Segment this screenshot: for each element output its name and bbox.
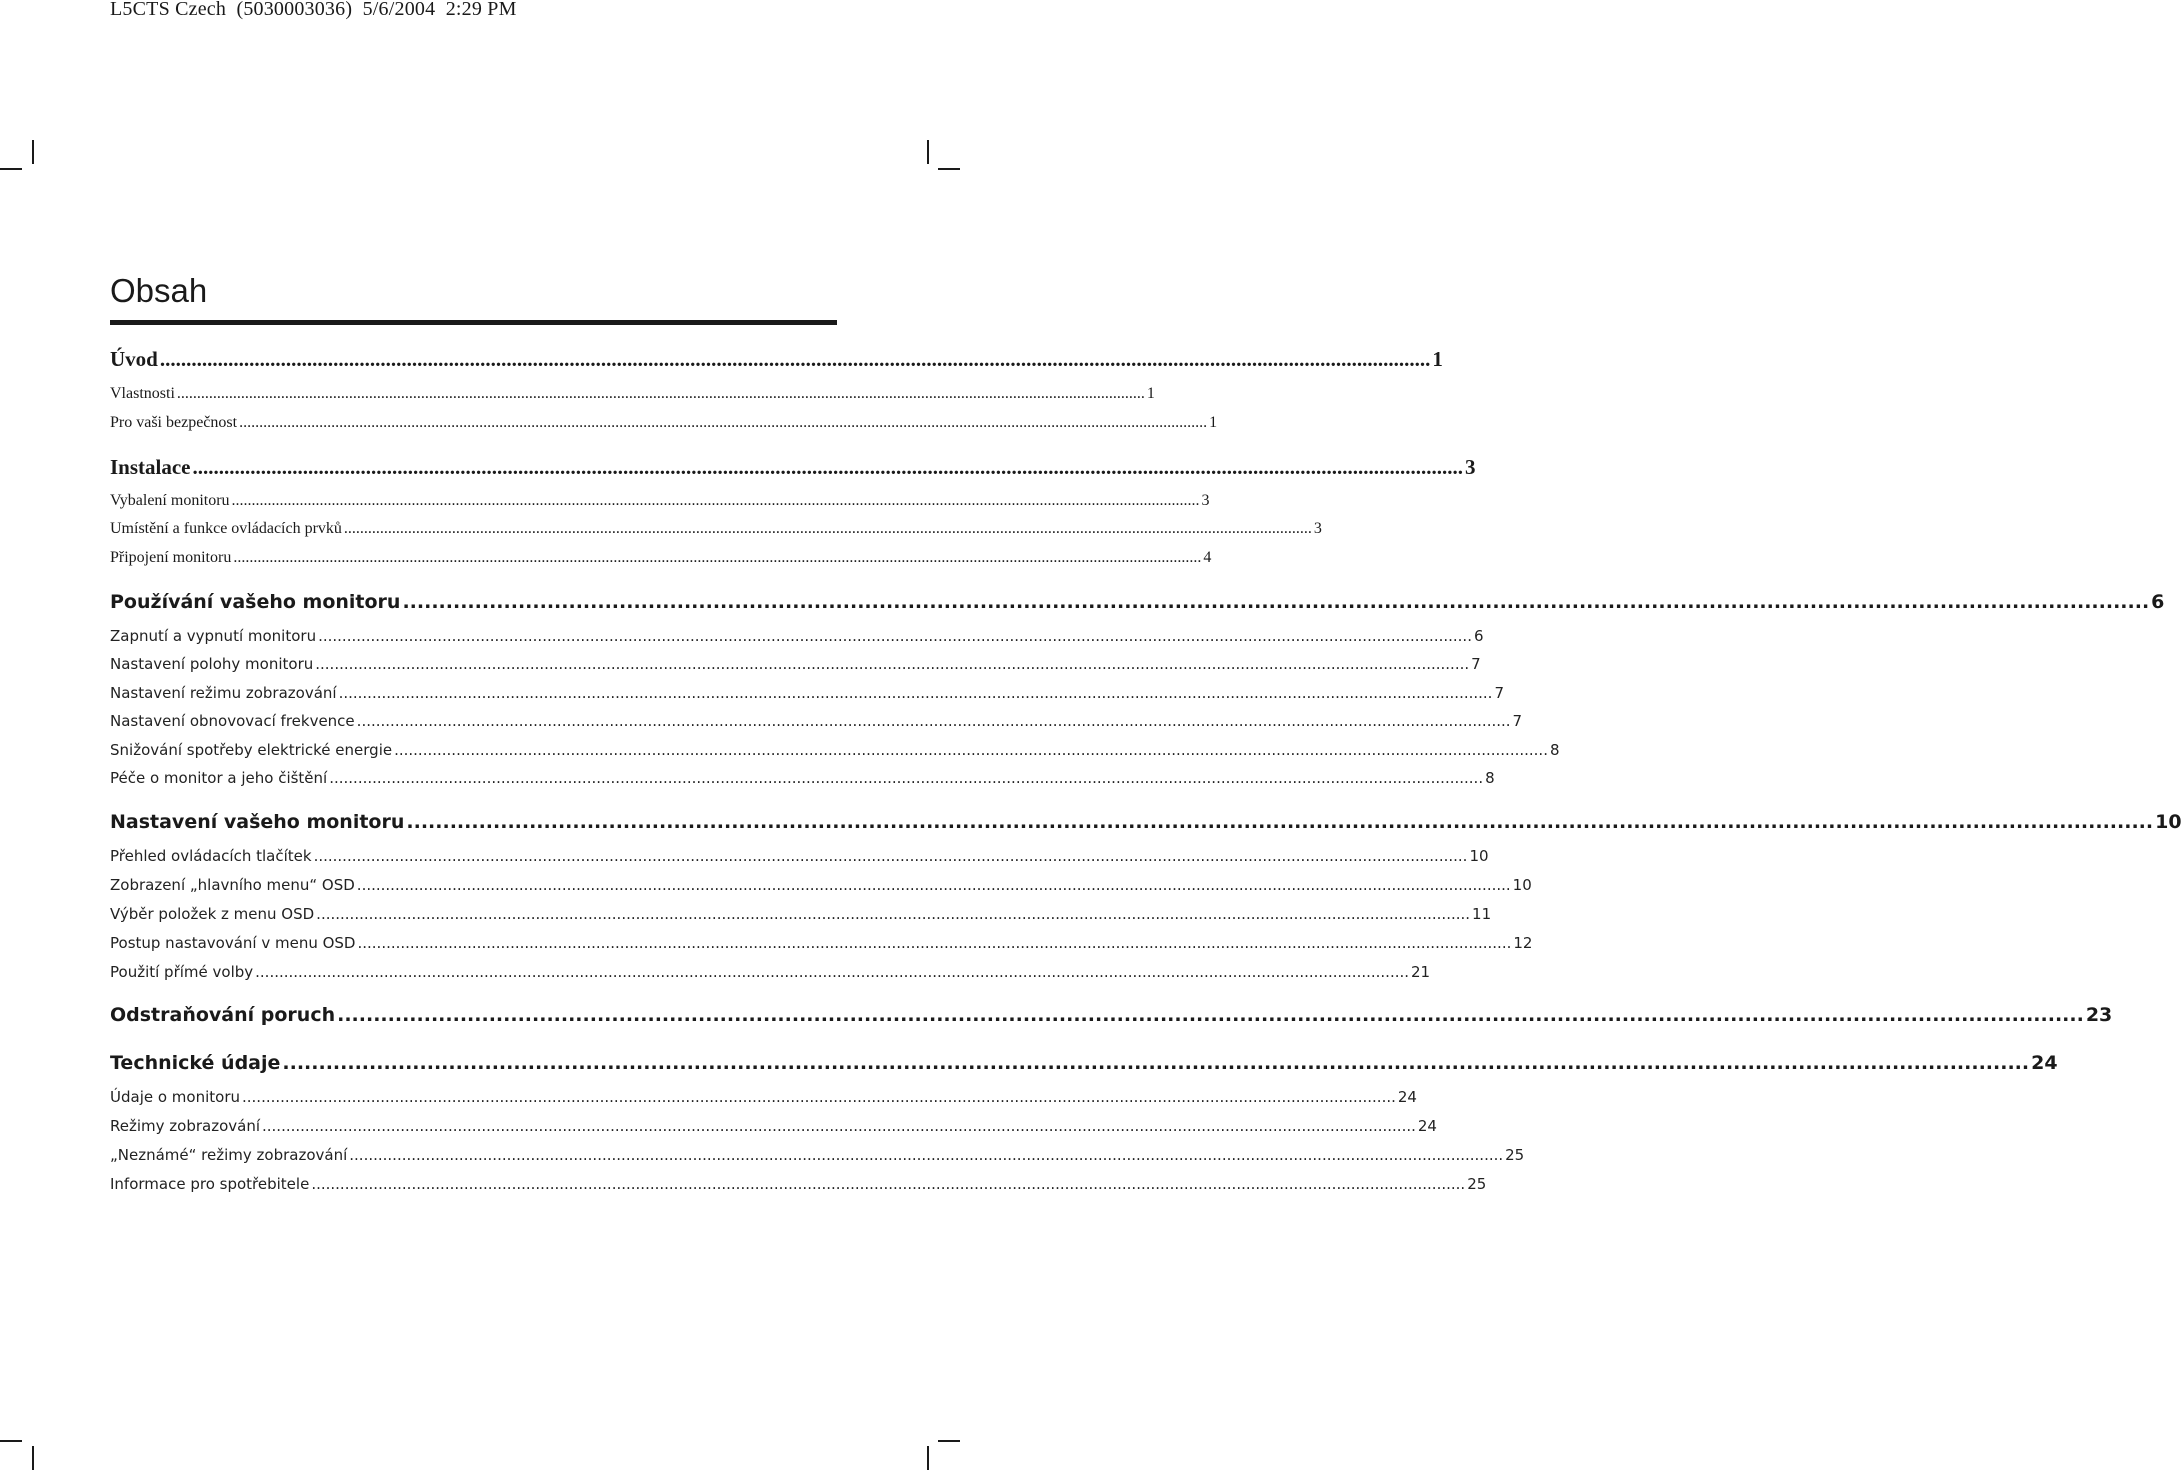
toc-entry-label: Nastavení obnovovací frekvence [110,712,355,730]
toc-entry-page-number: 21 [1411,963,1431,981]
toc-entry-label: Vybalení monitoru [110,492,230,509]
toc-dot-leader: .................................................................................................................................................................................................................................................. [315,655,1470,673]
toc-dot-leader: .................................................................................................................................................................................................................................................. [159,347,1431,371]
toc-entry-page-number: 12 [1513,934,1533,952]
toc-entry-label: Úvod [110,347,158,371]
toc-entry-label: Snižování spotřeby elektrické energie [110,741,393,759]
toc-entry-label: Zapnutí a vypnutí monitoru [110,627,317,645]
toc-entry-label: Přehled ovládacích tlačítek [110,847,312,865]
toc-section-entry[interactable] [110,769,1495,787]
toc-dot-leader: .................................................................................................................................................................................................................................................. [356,876,1511,894]
toc-section-entry[interactable] [110,1175,1487,1193]
title-rule [110,320,837,325]
toc-section-entry[interactable] [110,876,1532,894]
toc-dot-leader: .................................................................................................................................................................................................................................................. [337,1004,2084,1026]
toc-entry-page-number: 24 [1397,1088,1417,1106]
toc-dot-leader: .................................................................................................................................................................................................................................................. [329,769,1484,787]
toc-chapter-entry[interactable] [110,1004,2113,1026]
toc-dot-leader: .................................................................................................................................................................................................................................................. [262,1117,1416,1135]
toc-section-entry[interactable] [110,847,1489,865]
toc-section-entry[interactable] [110,934,1533,952]
toc-entry-page-number: 1 [1146,385,1155,402]
toc-entry-page-number: 6 [2151,591,2165,613]
toc-dot-leader: .................................................................................................................................................................................................................................................. [343,520,1312,537]
toc-entry-label: Nastavení vašeho monitoru [110,811,405,833]
toc-section-entry[interactable] [110,1146,1525,1164]
toc-dot-leader: .................................................................................................................................................................................................................................................. [242,1088,1396,1106]
page-title: Obsah [110,272,208,309]
toc-entry-label: Použití přímé volby [110,963,254,981]
toc-dot-leader: .................................................................................................................................................................................................................................................. [402,591,2150,613]
toc-entry-label: Údaje o monitoru [110,1088,240,1106]
print-header: L5CTS Czech (5030003036) 5/6/2004 2:29 PM [110,0,517,20]
toc-section-entry[interactable] [110,549,1212,567]
toc-section-entry[interactable] [110,905,1492,923]
toc-section-entry[interactable] [110,655,1481,673]
toc-entry-page-number: 25 [1505,1146,1525,1164]
toc-dot-leader: .................................................................................................................................................................................................................................................. [318,627,1472,645]
toc-entry-label: „Neznámé“ režimy zobrazování [110,1146,348,1164]
toc-entry-page-number: 4 [1203,549,1212,566]
toc-section-entry[interactable] [110,712,1523,730]
toc-entry-label: Používání vašeho monitoru [110,591,401,613]
toc-section-entry[interactable] [110,741,1560,759]
toc-entry-label: Péče o monitor a jeho čištění [110,769,328,787]
toc-dot-leader: .................................................................................................................................................................................................................................................. [282,1052,2030,1074]
toc-dot-leader: .................................................................................................................................................................................................................................................. [255,963,1410,981]
toc-entry-label: Umístění a funkce ovládacích prvků [110,520,342,537]
toc-dot-leader: .................................................................................................................................................................................................................................................. [176,385,1145,402]
toc-section-entry[interactable] [110,492,1210,510]
toc-entry-label: Zobrazení „hlavního menu“ OSD [110,876,355,894]
toc-section-entry[interactable] [110,1117,1437,1135]
toc-entry-label: Informace pro spotřebitele [110,1175,310,1193]
toc-entry-page-number: 1 [1432,347,1443,371]
toc-entry-label: Nastavení režimu zobrazování [110,684,337,702]
toc-entry-page-number: 11 [1472,905,1492,923]
toc-dot-leader: .................................................................................................................................................................................................................................................. [313,847,1468,865]
toc-entry-page-number: 24 [1417,1117,1437,1135]
toc-entry-page-number: 10 [1469,847,1489,865]
toc-entry-page-number: 8 [1485,769,1495,787]
toc-dot-leader: .................................................................................................................................................................................................................................................. [233,549,1202,566]
toc-entry-label: Odstraňování poruch [110,1004,336,1026]
toc-dot-leader: .................................................................................................................................................................................................................................................. [192,455,1463,479]
toc-section-entry[interactable] [110,385,1155,403]
toc-section-entry[interactable] [110,1088,1417,1106]
toc-entry-page-number: 7 [1512,712,1523,730]
toc-entry-page-number: 7 [1471,655,1481,673]
toc-dot-leader: .................................................................................................................................................................................................................................................. [239,414,1208,431]
toc-chapter-entry[interactable] [110,591,2165,613]
toc-entry-page-number: 3 [1201,492,1210,509]
toc-entry-page-number: 1 [1209,414,1218,431]
toc-entry-page-number: 25 [1467,1175,1487,1193]
toc-chapter-entry[interactable] [110,455,1476,480]
toc-entry-label: Technické údaje [110,1052,281,1074]
toc-entry-page-number: 6 [1473,627,1484,645]
toc-entry-page-number: 3 [1465,455,1476,479]
toc-section-entry[interactable] [110,520,1322,538]
toc-dot-leader: .................................................................................................................................................................................................................................................. [357,934,1512,952]
toc-entry-label: Vlastnosti [110,385,175,402]
toc-section-entry[interactable] [110,414,1218,432]
toc-entry-label: Nastavení polohy monitoru [110,655,314,673]
toc-dot-leader: .................................................................................................................................................................................................................................................. [231,492,1200,509]
toc-entry-page-number: 3 [1313,520,1322,537]
toc-entry-page-number: 24 [2031,1052,2058,1074]
toc-entry-page-number: 10 [1512,876,1532,894]
toc-section-entry[interactable] [110,684,1504,702]
toc-entry-page-number: 23 [2085,1004,2113,1026]
toc-chapter-entry[interactable] [110,347,1443,372]
toc-dot-leader: .................................................................................................................................................................................................................................................. [338,684,1493,702]
toc-dot-leader: .................................................................................................................................................................................................................................................. [316,905,1471,923]
toc-entry-page-number: 8 [1549,741,1560,759]
toc-section-entry[interactable] [110,627,1484,645]
toc-entry-label: Připojení monitoru [110,549,232,566]
toc-chapter-entry[interactable] [110,811,2182,833]
toc-entry-label: Výběr položek z menu OSD [110,905,315,923]
toc-entry-page-number: 10 [2155,811,2182,833]
toc-dot-leader: .................................................................................................................................................................................................................................................. [406,811,2154,833]
toc-entry-page-number: 7 [1494,684,1504,702]
toc-entry-label: Pro vaši bezpečnost [110,414,238,431]
toc-entry-label: Režimy zobrazování [110,1117,260,1135]
toc-dot-leader: .................................................................................................................................................................................................................................................. [356,712,1511,730]
toc-dot-leader: .................................................................................................................................................................................................................................................. [349,1146,1504,1164]
toc-dot-leader: .................................................................................................................................................................................................................................................. [311,1175,1466,1193]
toc-entry-label: Instalace [110,455,191,479]
toc-section-entry[interactable] [110,963,1431,981]
toc-entry-label: Postup nastavování v menu OSD [110,934,356,952]
toc-chapter-entry[interactable] [110,1052,2058,1074]
toc-dot-leader: .................................................................................................................................................................................................................................................. [394,741,1548,759]
